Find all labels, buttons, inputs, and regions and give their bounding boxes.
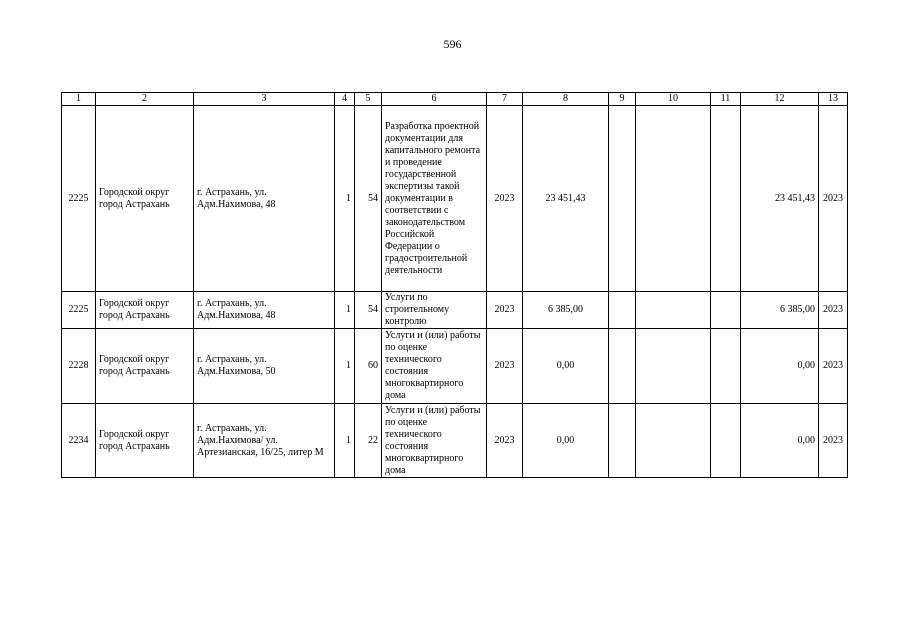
col5-cell: 54	[355, 292, 382, 329]
column-header-3: 3	[194, 93, 335, 106]
col13-cell: 2023	[819, 404, 848, 478]
col5-cell: 60	[355, 329, 382, 404]
col11-cell	[711, 329, 741, 404]
address-cell: г. Астрахань, ул. Адм.Нахимова/ ул. Артезианская, 16/25, литер М	[194, 404, 335, 478]
year-cell: 2023	[487, 404, 523, 478]
work-type-cell: Разработка проектной документации для капитального ремонта и проведение государственной экспертизы такой документации в соответствии с законодательством Российской Федерации о градостроительной деятельности	[382, 106, 487, 292]
col4-cell: 1	[335, 292, 355, 329]
col9-cell	[609, 106, 636, 292]
total-cost-cell: 23 451,43	[523, 106, 609, 292]
col5-cell: 54	[355, 106, 382, 292]
address-cell: г. Астрахань, ул. Адм.Нахимова, 48	[194, 106, 335, 292]
col9-cell	[609, 329, 636, 404]
col11-cell	[711, 404, 741, 478]
total-cost-cell: 0,00	[523, 404, 609, 478]
column-header-6: 6	[382, 93, 487, 106]
column-header-10: 10	[636, 93, 711, 106]
column-header-4: 4	[335, 93, 355, 106]
col13-cell: 2023	[819, 329, 848, 404]
row-number: 2225	[62, 292, 96, 329]
year-cell: 2023	[487, 329, 523, 404]
year-cell: 2023	[487, 106, 523, 292]
col10-cell	[636, 292, 711, 329]
col9-cell	[609, 404, 636, 478]
col4-cell: 1	[335, 329, 355, 404]
work-type-cell: Услуги и (или) работы по оценке технического состояния многоквартирного дома	[382, 404, 487, 478]
municipality-cell: Городской округ город Астрахань	[96, 106, 194, 292]
col12-cell: 6 385,00	[741, 292, 819, 329]
table-row	[62, 404, 848, 478]
col4-cell: 1	[335, 106, 355, 292]
column-header-12: 12	[741, 93, 819, 106]
col4-cell: 1	[335, 404, 355, 478]
col12-cell: 0,00	[741, 404, 819, 478]
col10-cell	[636, 329, 711, 404]
col12-cell: 23 451,43	[741, 106, 819, 292]
total-cost-cell: 6 385,00	[523, 292, 609, 329]
header-row	[62, 93, 848, 106]
row-number: 2228	[62, 329, 96, 404]
table-row	[62, 106, 848, 292]
total-cost-cell: 0,00	[523, 329, 609, 404]
column-header-5: 5	[355, 93, 382, 106]
row-number: 2225	[62, 106, 96, 292]
page-number: 596	[443, 37, 462, 51]
year-cell: 2023	[487, 292, 523, 329]
municipality-cell: Городской округ город Астрахань	[96, 329, 194, 404]
column-header-8: 8	[523, 93, 609, 106]
column-header-13: 13	[819, 93, 848, 106]
column-header-7: 7	[487, 93, 523, 106]
col12-cell: 0,00	[741, 329, 819, 404]
col10-cell	[636, 404, 711, 478]
column-header-11: 11	[711, 93, 741, 106]
col10-cell	[636, 106, 711, 292]
row-number: 2234	[62, 404, 96, 478]
column-header-1: 1	[62, 93, 96, 106]
col9-cell	[609, 292, 636, 329]
work-type-cell: Услуги по строительному контролю	[382, 292, 487, 329]
work-type-cell: Услуги и (или) работы по оценке технического состояния многоквартирного дома	[382, 329, 487, 404]
municipality-cell: Городской округ город Астрахань	[96, 404, 194, 478]
table-row	[62, 292, 848, 329]
col13-cell: 2023	[819, 106, 848, 292]
col5-cell: 22	[355, 404, 382, 478]
address-cell: г. Астрахань, ул. Адм.Нахимова, 50	[194, 329, 335, 404]
address-cell: г. Астрахань, ул. Адм.Нахимова, 48	[194, 292, 335, 329]
col13-cell: 2023	[819, 292, 848, 329]
capital-repair-table	[61, 92, 848, 478]
col11-cell	[711, 292, 741, 329]
column-header-9: 9	[609, 93, 636, 106]
table-row	[62, 329, 848, 404]
column-header-2: 2	[96, 93, 194, 106]
col11-cell	[711, 106, 741, 292]
municipality-cell: Городской округ город Астрахань	[96, 292, 194, 329]
